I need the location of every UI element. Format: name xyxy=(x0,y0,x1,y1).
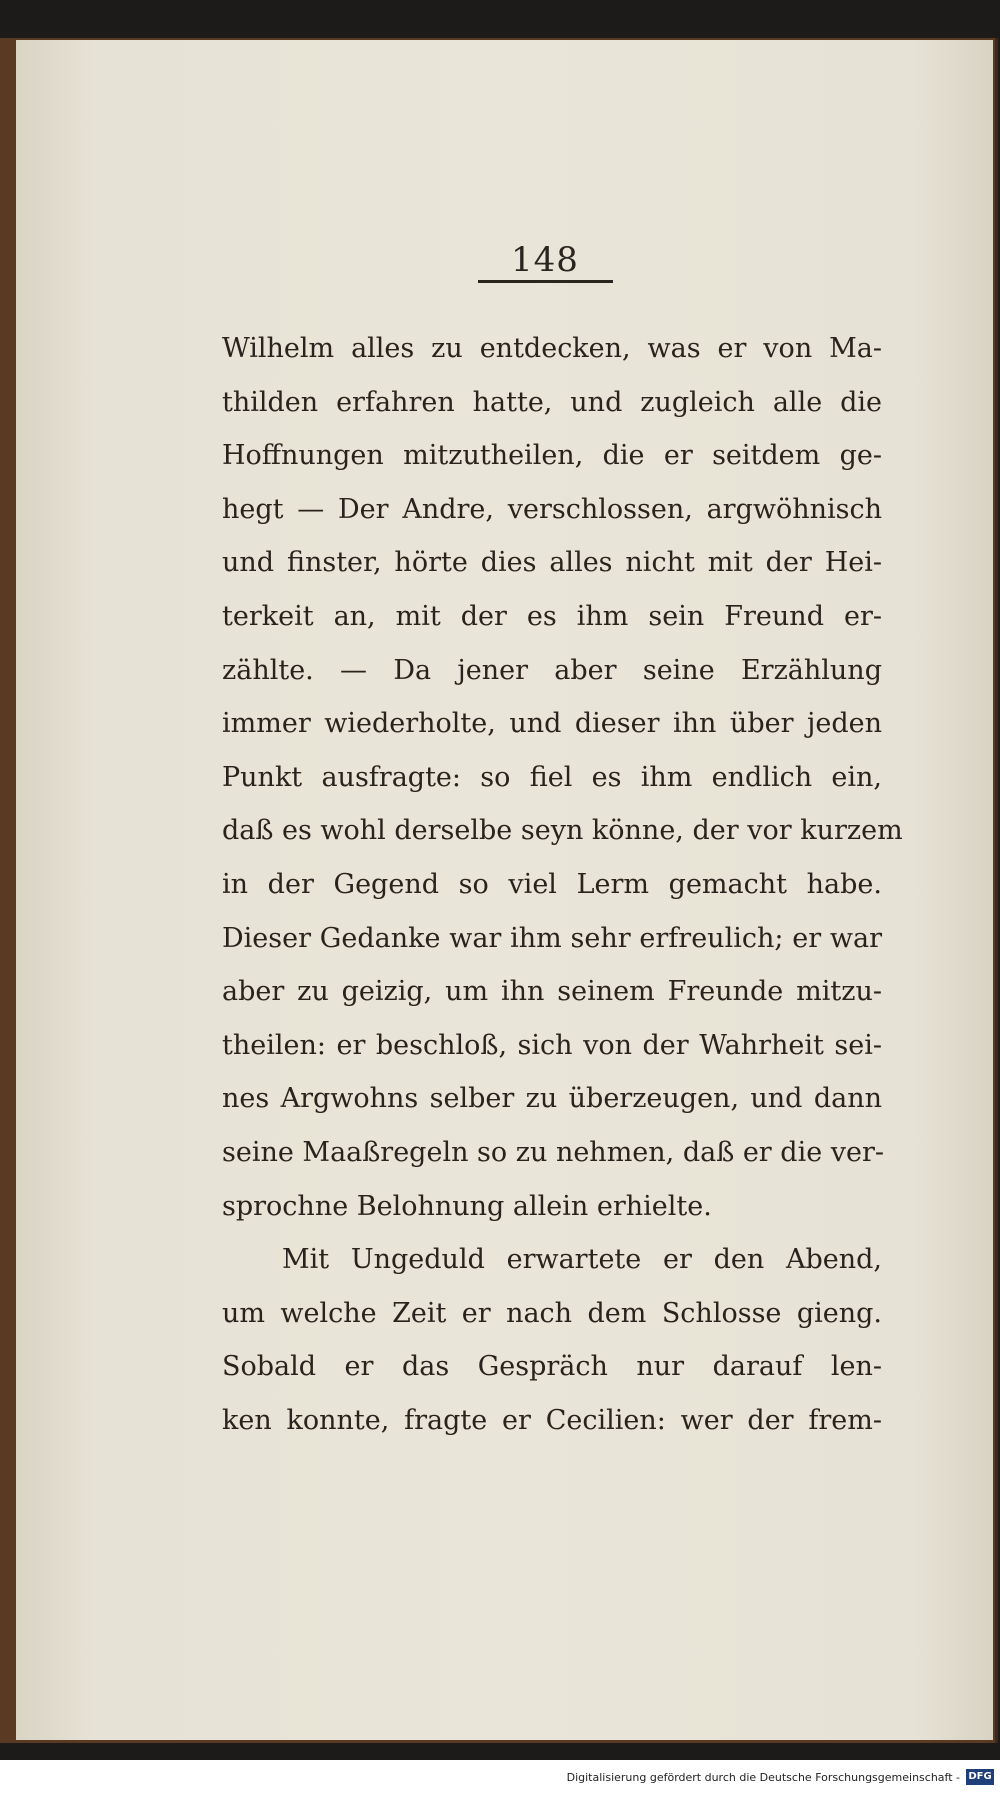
page-number: 148 xyxy=(511,240,579,280)
digitization-credit: Digitalisierung gefördert durch die Deutsche Forschungsgemeinschaft - xyxy=(566,1771,960,1784)
text-line: Mit Ungeduld erwartete er den Abend, xyxy=(282,1244,882,1276)
text-line: immer wiederholte, und dieser ihn über jeden xyxy=(222,708,882,740)
text-line: Hoffnungen mitzutheilen, die er seitdem ge- xyxy=(222,440,882,472)
text-line: Dieser Gedanke war ihm sehr erfreulich; er war xyxy=(222,922,882,954)
text-line: in der Gegend so viel Lerm gemacht habe. xyxy=(222,868,882,900)
text-line: ken konnte, fragte er Cecilien: wer der frem- xyxy=(222,1404,882,1436)
text-line: terkeit an, mit der es ihm sein Freund er- xyxy=(222,600,882,632)
page-number-rule xyxy=(478,280,613,283)
body-text xyxy=(222,322,903,1447)
text-line: hegt — Der Andre, verschlossen, argwöhnisch xyxy=(222,493,882,525)
text-line: daß es wohl derselbe seyn könne, der vor kurzem xyxy=(222,815,903,847)
text-line: zählte. — Da jener aber seine Erzählung xyxy=(222,654,882,686)
footer-bar xyxy=(0,1760,1000,1797)
text-line: aber zu geizig, um ihn seinem Freunde mitzu- xyxy=(222,976,882,1008)
text-line: und finster, hörte dies alles nicht mit der Hei- xyxy=(222,547,882,579)
text-line: seine Maaßregeln so zu nehmen, daß er die ver- xyxy=(222,1136,885,1168)
dfg-logo: DFG xyxy=(966,1769,994,1785)
text-line: um welche Zeit er nach dem Schlosse gieng. xyxy=(222,1297,882,1329)
text-line: theilen: er beschloß, sich von der Wahrheit sei- xyxy=(222,1029,882,1061)
text-line: Wilhelm alles zu entdecken, was er von Ma- xyxy=(222,333,882,364)
text-line: Sobald er das Gespräch nur darauf len- xyxy=(222,1351,882,1383)
text-line: thilden erfahren hatte, und zugleich alle die xyxy=(222,386,882,418)
text-line: Punkt ausfragte: so fiel es ihm endlich ein, xyxy=(222,761,882,793)
text-line: sprochne Belohnung allein erhielte. xyxy=(222,1190,712,1222)
text-line: nes Argwohns selber zu überzeugen, und dann xyxy=(222,1083,882,1115)
